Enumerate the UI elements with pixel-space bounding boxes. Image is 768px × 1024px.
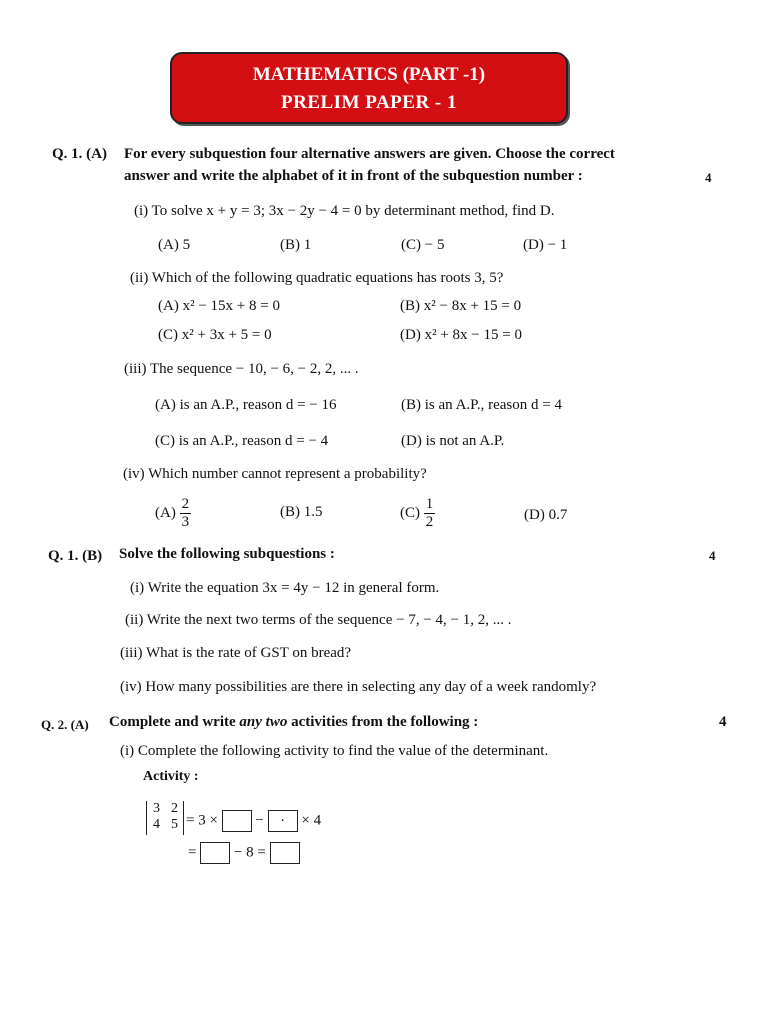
q1a-iv-option-d: (D) 0.7	[524, 507, 568, 523]
q2a-instruction	[109, 714, 478, 731]
q1a-iv-option-c	[400, 496, 435, 531]
q1b-item-iv: (iv) How many possibilities are there in selecting any day of a week randomly?	[120, 679, 597, 695]
q1a-iv-option-b: (B) 1.5	[280, 504, 323, 520]
paper-title-box	[170, 52, 568, 124]
activity-eq-3x: = 3 ×	[186, 812, 218, 829]
activity-minus-8: − 8 =	[233, 844, 266, 861]
q1a-i-option-c: (C) − 5	[401, 237, 445, 253]
q1a-instruction-line1: For every subquestion four alternative answers are given. Choose the correct	[124, 146, 615, 162]
activity-line2	[188, 842, 300, 864]
q1a-iv-question: (iv) Which number cannot represent a probability?	[123, 466, 427, 482]
q1a-ii-option-d: (D) x² + 8x − 15 = 0	[400, 327, 522, 343]
activity-eq: =	[188, 844, 197, 861]
det-a11: 3	[153, 801, 160, 816]
answer-box-2[interactable]	[268, 810, 298, 832]
dot-mark: ·	[280, 813, 286, 829]
q1b-instruction: Solve the following subquestions :	[119, 546, 335, 562]
paper-title: PRELIM PAPER - 1	[281, 92, 457, 113]
q1a-i-question: (i) To solve x + y = 3; 3x − 2y − 4 = 0 by determinant method, find D.	[134, 203, 555, 219]
q2a-instruction-post: activities from the following :	[291, 714, 479, 730]
subject-title: MATHEMATICS (PART -1)	[252, 64, 486, 85]
activity-times-4: × 4	[301, 812, 322, 829]
activity-minus: −	[255, 812, 264, 829]
q2a-marks: 4	[719, 714, 727, 730]
q1a-i-option-b: (B) 1	[280, 237, 312, 253]
fraction-two-thirds	[180, 496, 192, 531]
q1a-iv-option-c-label: (C)	[400, 504, 420, 521]
answer-box-1[interactable]	[222, 810, 252, 832]
fraction-denominator: 3	[181, 514, 190, 530]
det-a12: 2	[171, 801, 178, 816]
q1a-number: Q. 1. (A)	[52, 146, 107, 162]
fraction-one-half	[424, 496, 436, 531]
q1a-ii-option-a: (A) x² − 15x + 8 = 0	[158, 298, 280, 314]
q1a-iii-option-a: (A) is an A.P., reason d = − 16	[155, 397, 337, 413]
q1b-number: Q. 1. (B)	[48, 548, 103, 564]
answer-box-4[interactable]	[270, 842, 300, 864]
q2a-instruction-pre: Complete and write	[109, 714, 236, 730]
fraction-numerator: 2	[181, 496, 190, 512]
fraction-numerator: 1	[425, 496, 434, 512]
q1a-iii-option-b: (B) is an A.P., reason d = 4	[401, 397, 562, 413]
answer-box-3[interactable]	[200, 842, 230, 864]
q1a-iii-option-c: (C) is an A.P., reason d = − 4	[155, 433, 329, 449]
q1a-i-option-a: (A) 5	[158, 237, 191, 253]
activity-line1	[186, 810, 321, 832]
q1b-item-ii: (ii) Write the next two terms of the sequence − 7, − 4, − 1, 2, ... .	[125, 612, 512, 628]
q1a-instruction-line2: answer and write the alphabet of it in front of the subquestion number :	[124, 168, 583, 184]
det-a21: 4	[153, 817, 160, 832]
q1a-ii-option-c: (C) x² + 3x + 5 = 0	[158, 327, 272, 343]
q2a-number: Q. 2. (A)	[41, 717, 89, 732]
q2a-instruction-emphasis: any two	[239, 714, 288, 730]
q1b-marks: 4	[709, 548, 716, 563]
activity-label: Activity :	[143, 769, 199, 784]
q1b-item-i: (i) Write the equation 3x = 4y − 12 in general form.	[130, 580, 440, 596]
q1a-marks: 4	[705, 170, 712, 185]
det-a22: 5	[171, 817, 178, 832]
determinant-matrix	[146, 801, 184, 835]
q1a-ii-question: (ii) Which of the following quadratic equations has roots 3, 5?	[130, 270, 504, 286]
q1a-iv-option-a-label: (A)	[155, 504, 176, 521]
q1b-item-iii: (iii) What is the rate of GST on bread?	[120, 645, 352, 661]
fraction-denominator: 2	[425, 514, 434, 530]
q2a-item-i: (i) Complete the following activity to find the value of the determinant.	[120, 743, 549, 759]
q1a-ii-option-b: (B) x² − 8x + 15 = 0	[400, 298, 522, 314]
q1a-iii-question: (iii) The sequence − 10, − 6, − 2, 2, ... .	[124, 361, 359, 377]
q1a-i-option-d: (D) − 1	[523, 237, 568, 253]
q1a-iv-option-a	[155, 496, 191, 531]
q1a-iii-option-d: (D) is not an A.P.	[401, 433, 505, 449]
